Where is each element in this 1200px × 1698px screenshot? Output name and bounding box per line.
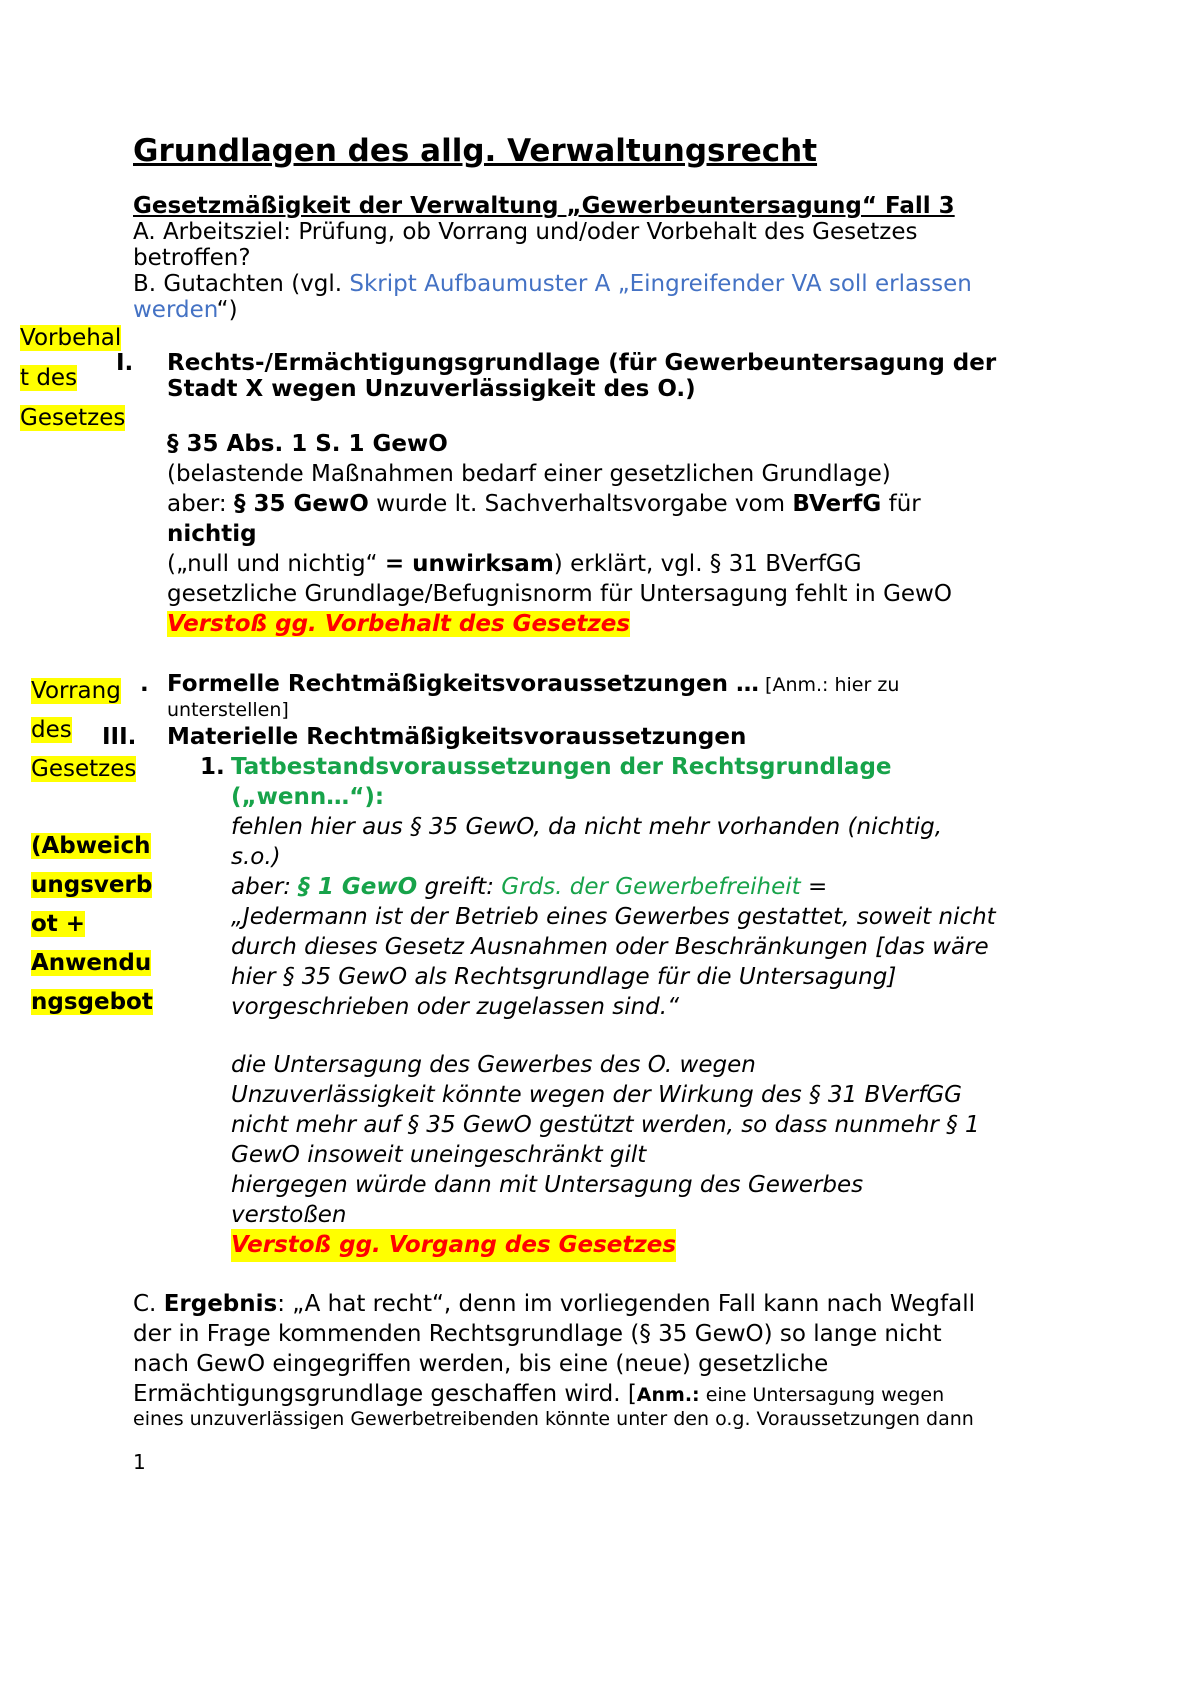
part-b-suffix: “) xyxy=(216,297,238,323)
section-3-sub-heading-line-1: Tatbestandsvoraussetzungen der Rechtsgrundlage xyxy=(231,754,892,780)
margin-note-line: Gesetzes xyxy=(20,405,126,431)
section-1-verstoss-line xyxy=(167,608,630,641)
margin-note-line: Vorrang xyxy=(31,678,121,704)
margin-note-vorbehalt xyxy=(20,318,125,438)
section-3-aber-norm: § 1 GewO xyxy=(298,874,418,900)
section-1-norm: § 35 Abs. 1 S. 1 GewO xyxy=(167,431,448,457)
section-3-verstoss: Verstoß gg. Vorgang des Gesetzes xyxy=(231,1232,677,1258)
subheading-case: „Gewerbeuntersagung“ Fall 3 xyxy=(566,193,955,219)
part-b-line-1 xyxy=(133,268,972,301)
section-1-verstoss: Verstoß gg. Vorbehalt des Gesetzes xyxy=(167,611,631,637)
para2-line: GewO insoweit uneingeschränkt gilt xyxy=(231,1142,647,1168)
part-a-line-1: A. Arbeitsziel: Prüfung, ob Vorrang und/oder Vorbehalt des Gesetzes xyxy=(133,219,918,245)
margin-note-abweichung xyxy=(31,827,153,1022)
section-2-note: [Anm.: hier zu xyxy=(759,674,900,696)
section-3-aber-prefix: aber: xyxy=(231,874,299,900)
para2-text: die Untersagung des Gewerbes des O. wegen xyxy=(231,1052,756,1078)
page-number: 1 xyxy=(133,1450,146,1474)
script-reference-link[interactable]: Skript Aufbaumuster A „Eingreifender VA soll erlassen xyxy=(349,271,972,297)
section-1-fehlt: gesetzliche Grundlage/Befugnisnorm für Untersagung fehlt in GewO xyxy=(167,581,952,607)
section-2-note-line-2: unterstellen] xyxy=(167,699,289,721)
part-b-line-2 xyxy=(133,294,238,327)
margin-note-line: ngsgebot xyxy=(31,989,153,1015)
section-3-fehlen-line xyxy=(231,811,942,844)
para2-line: Unzuverlässigkeit könnte wegen der Wirkung des § 31 BVerfGG xyxy=(231,1082,962,1108)
section-1-note-1: (belastende Maßnahmen bedarf einer gesetzlichen Grundlage) xyxy=(167,461,891,487)
quote-line: durch dieses Gesetz Ausnahmen oder Beschränkungen [das wäre xyxy=(231,934,989,960)
result-line-1-rest: : „A hat recht“, denn im vorliegenden Fall kann nach Wegfall xyxy=(277,1291,976,1317)
result-anm-text: eine Untersagung wegen xyxy=(699,1384,945,1406)
section-1-null-end: ) erklärt, vgl. § 31 BVerfGG xyxy=(553,551,862,577)
section-1-null-line xyxy=(167,548,862,581)
section-3-so-line: s.o.) xyxy=(231,844,281,870)
para3-text: hiergegen würde dann mit Untersagung des Gewerbes xyxy=(231,1172,864,1198)
section-1-null-bold: = unwirksam xyxy=(384,551,554,577)
section-1-fehlt-line xyxy=(167,578,952,611)
section-1-numeral: I. xyxy=(116,350,134,376)
section-3-sub-heading-line-2: („wenn…“): xyxy=(231,784,385,810)
margin-note-line: Anwendu xyxy=(31,950,152,976)
section-3-aber-end: = xyxy=(800,874,828,900)
margin-note-line: t des xyxy=(20,365,78,391)
section-3-nichtig: nichtig, xyxy=(856,814,943,840)
para2-line xyxy=(231,1049,756,1082)
quote-line: „Jedermann ist der Betrieb eines Gewerbes gestattet, soweit nicht xyxy=(231,904,996,930)
subheading-text: Gesetzmäßigkeit der Verwaltung xyxy=(133,193,559,219)
section-1-aber-prefix: aber: xyxy=(167,491,234,517)
page-title: Grundlagen des allg. Verwaltungsrecht xyxy=(133,133,818,169)
section-1-heading-line-2: Stadt X wegen Unzuverlässigkeit des O.) xyxy=(167,376,696,402)
result-label: Ergebnis xyxy=(163,1291,278,1317)
result-line-1 xyxy=(133,1288,975,1321)
section-1-aber-end: für xyxy=(881,491,921,517)
para3-line xyxy=(231,1169,863,1202)
margin-note-line: Vorbehal xyxy=(20,325,122,351)
margin-note-line: des xyxy=(31,717,72,743)
section-1-aber-line xyxy=(167,488,921,521)
margin-note-line: Gesetzes xyxy=(31,756,137,782)
para3-line: verstoßen xyxy=(231,1202,347,1228)
result-line-5: eines unzuverlässigen Gewerbetreibenden könnte unter den o.g. Voraussetzungen dann xyxy=(133,1408,974,1430)
section-1-null-open: („null und nichtig“ xyxy=(167,551,385,577)
margin-note-line: (Abweich xyxy=(31,833,151,859)
script-reference-link-cont[interactable]: werden xyxy=(133,297,217,323)
quote-line: vorgeschrieben oder zugelassen sind.“ xyxy=(231,994,679,1020)
section-3-sub-number: 1. xyxy=(200,754,225,780)
part-a-line-2: betroffen? xyxy=(133,245,251,271)
section-1-nichtig: nichtig xyxy=(167,521,257,547)
section-3-heading: Materielle Rechtmäßigkeitsvoraussetzungen xyxy=(167,724,747,750)
section-3-fehlen-text: fehlen hier aus § 35 GewO, da nicht mehr vorhanden ( xyxy=(231,814,857,840)
section-1-aber-norm: § 35 GewO xyxy=(233,491,369,517)
para2-line: nicht mehr auf § 35 GewO gestützt werden, so dass nunmehr § 1 xyxy=(231,1112,980,1138)
section-3-aber-line xyxy=(231,871,827,904)
result-line-4-text: Ermächtigungsgrundlage geschaffen wird. [ xyxy=(133,1381,637,1407)
section-2-ellipsis: … xyxy=(727,671,759,697)
section-2-heading: Formelle Rechtmäßigkeitsvoraussetzungen xyxy=(167,671,728,697)
section-2-numeral: . xyxy=(140,671,149,697)
section-3-verstoss-line xyxy=(231,1229,676,1262)
section-3-numeral: III. xyxy=(102,724,137,750)
section-3-aber-green: Grds. der Gewerbefreiheit xyxy=(501,874,801,900)
section-1-norm-line xyxy=(167,428,448,461)
section-1-heading-line-1: Rechts-/Ermächtigungsgrundlage (für Gewerbeuntersagung der xyxy=(167,350,997,376)
section-3-aber-mid: greift: xyxy=(417,874,502,900)
section-1-aber-mid: wurde lt. Sachverhaltsvorgabe vom xyxy=(368,491,793,517)
result-prefix: C. xyxy=(133,1291,164,1317)
result-line-3: nach GewO eingegriffen werden, bis eine (neue) gesetzliche xyxy=(133,1351,829,1377)
part-b-prefix: B. Gutachten (vgl. xyxy=(133,271,350,297)
margin-note-line: ot + xyxy=(31,911,86,937)
result-anm-label: Anm.: xyxy=(636,1384,700,1406)
section-1-aber-court: BVerfG xyxy=(792,491,882,517)
margin-note-line: ungsverb xyxy=(31,872,153,898)
result-line-2: der in Frage kommenden Rechtsgrundlage (§ 35 GewO) so lange nicht xyxy=(133,1321,942,1347)
quote-line: hier § 35 GewO als Rechtsgrundlage für die Untersagung] xyxy=(231,964,897,990)
